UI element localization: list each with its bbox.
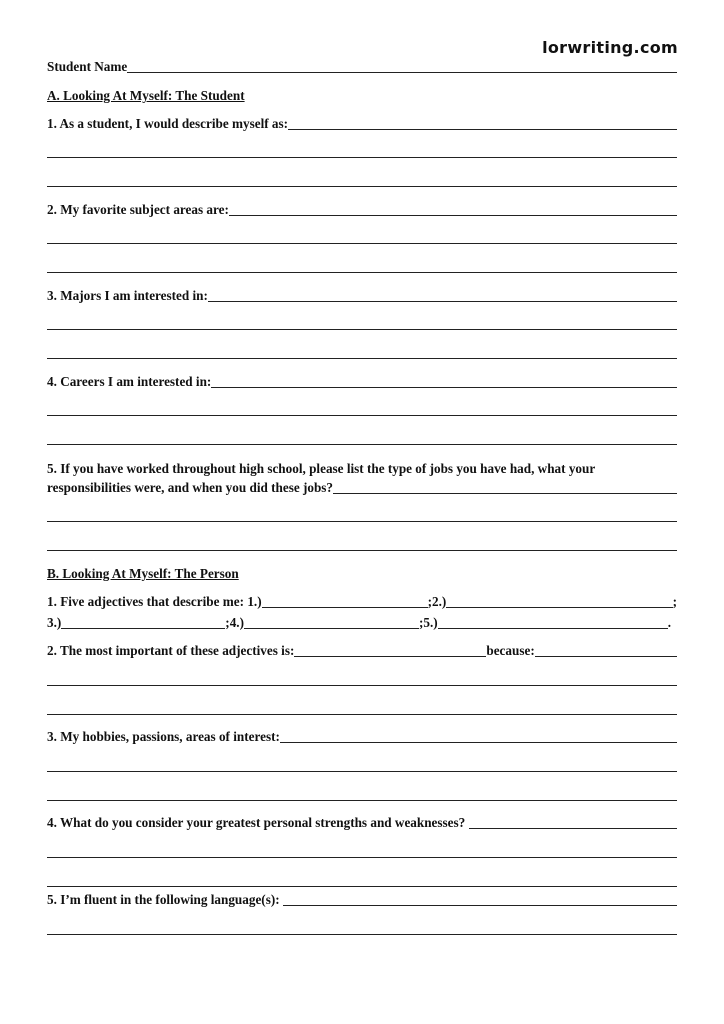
adjective-4-field[interactable] [244,615,419,629]
adjective-2-field[interactable] [446,594,672,608]
adjective-3-field[interactable] [61,615,225,629]
adjective-4-prefix: ;4.) [225,615,244,630]
answer-b2-line-2[interactable] [47,685,677,686]
answer-a2-field[interactable] [229,202,677,216]
answer-b3-field[interactable] [280,729,677,743]
answer-b2-line-3[interactable] [47,714,677,715]
section-b-heading: B. Looking At Myself: The Person [47,566,239,581]
student-name-row [47,59,677,75]
brand-logo-text: lorwriting.com [542,38,678,57]
question-b5-label: 5. I’m fluent in the following language(s): [47,892,283,907]
adjective-5-prefix: ;5.) [418,615,438,630]
answer-a4-line-2[interactable] [47,415,677,416]
answer-b5-field[interactable] [283,892,677,906]
answer-a4-field[interactable] [211,374,677,388]
student-name-label: Student Name [47,59,128,74]
answer-b3-line-3[interactable] [47,800,677,801]
adjective-2-prefix: ;2.) [427,594,447,609]
student-name-field[interactable] [127,59,677,73]
answer-a1-field[interactable] [288,116,677,130]
question-a2 [47,202,677,218]
question-b4 [47,815,677,831]
adjective-3-prefix: 3.) [47,615,62,630]
question-b1-row-2 [47,615,671,631]
question-a4-label: 4. Careers I am interested in: [47,374,212,389]
question-b3-label: 3. My hobbies, passions, areas of interest: [47,729,280,744]
important-adjective-field[interactable] [294,643,486,657]
answer-a4-line-3[interactable] [47,444,677,445]
answer-a5-field[interactable] [333,480,677,494]
adjective-row-1-end: ; [672,594,677,609]
question-a5-line-1: 5. If you have worked throughout high school, please list the type of jobs you have had, what your [47,461,596,476]
question-a5-label: responsibilities were, and when you did these jobs? [47,480,334,495]
question-b2-because: because: [486,643,535,658]
answer-a2-line-3[interactable] [47,272,677,273]
answer-b5-line-2[interactable] [47,934,677,935]
because-field[interactable] [535,643,677,657]
section-a-heading: A. Looking At Myself: The Student [47,88,245,103]
answer-b4-line-3[interactable] [47,886,677,887]
question-a3 [47,288,677,304]
question-b5 [47,892,677,908]
question-a1-label: 1. As a student, I would describe myself as: [47,116,289,131]
answer-a3-field[interactable] [208,288,677,302]
question-b1-label: 1. Five adjectives that describe me: 1.) [47,594,262,609]
answer-a5-line-2[interactable] [47,521,677,522]
question-a4 [47,374,677,390]
answer-b4-line-2[interactable] [47,857,677,858]
question-a5 [47,480,677,496]
answer-a3-line-3[interactable] [47,358,677,359]
answer-a1-line-2[interactable] [47,157,677,158]
question-b1-row-1 [47,594,677,610]
answer-a3-line-2[interactable] [47,329,677,330]
question-a1 [47,116,677,132]
adjective-1-field[interactable] [262,594,428,608]
question-a2-label: 2. My favorite subject areas are: [47,202,229,217]
answer-a5-line-3[interactable] [47,550,677,551]
adjective-row-2-end: . [667,615,671,630]
question-b4-label: 4. What do you consider your greatest personal strengths and weaknesses? [47,815,469,830]
answer-a1-line-3[interactable] [47,186,677,187]
question-a3-label: 3. Majors I am interested in: [47,288,208,303]
adjective-5-field[interactable] [438,615,668,629]
question-b3 [47,729,677,745]
answer-b4-field[interactable] [469,815,677,829]
answer-a2-line-2[interactable] [47,243,677,244]
question-b2 [47,643,677,659]
answer-b3-line-2[interactable] [47,771,677,772]
question-b2-label: 2. The most important of these adjectives is: [47,643,295,658]
